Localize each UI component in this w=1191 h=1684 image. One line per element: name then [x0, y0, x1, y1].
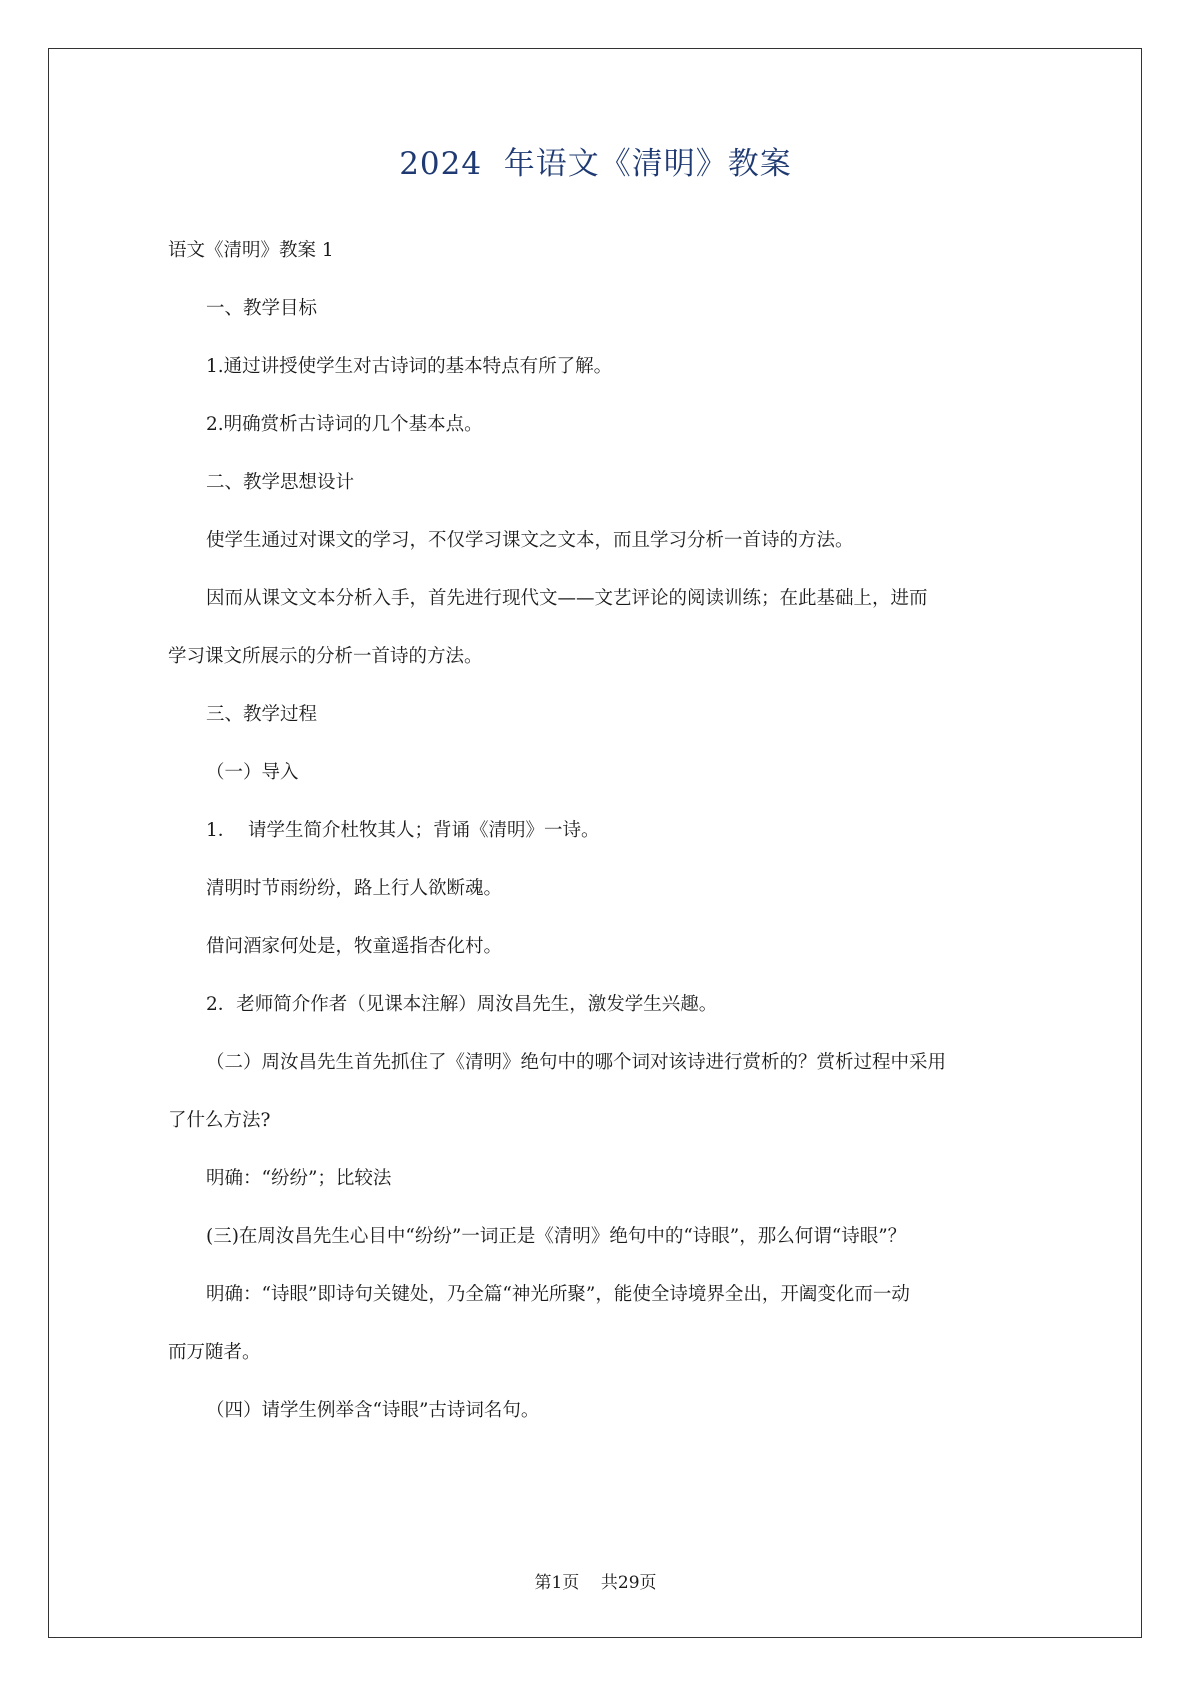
paragraph: 学习课文所展示的分析一首诗的方法。 — [168, 646, 483, 667]
paragraph: （四）请学生例举含“诗眼”古诗词名句。 — [206, 1400, 540, 1421]
document-title: 2024 年语文《清明》教案 — [399, 146, 792, 182]
paragraph: （一）导入 — [206, 762, 299, 783]
paragraph: 2．老师简介作者（见课本注解）周汝昌先生，激发学生兴趣。 — [206, 994, 718, 1015]
paragraph: 因而从课文文本分析入手，首先进行现代文——文艺评论的阅读训练；在此基础上，进而 — [206, 588, 928, 609]
paragraph: 而万随者。 — [168, 1342, 261, 1363]
paragraph: 一、教学目标 — [206, 298, 318, 319]
paragraph: 明确：“诗眼”即诗句关键处，乃全篇“神光所聚”，能使全诗境界全出，开阖变化而一动 — [206, 1284, 910, 1305]
paragraph: 二、教学思想设计 — [206, 472, 355, 493]
paragraph: 2.明确赏析古诗词的几个基本点。 — [206, 414, 483, 435]
page-footer: 第1页 共29页 — [534, 1573, 657, 1593]
paragraph: （二）周汝昌先生首先抓住了《清明》绝句中的哪个词对该诗进行赏析的？赏析过程中采用 — [206, 1052, 947, 1073]
paragraph: (三)在周汝昌先生心目中“纷纷”一词正是《清明》绝句中的“诗眼”，那么何谓“诗眼”？ — [206, 1226, 907, 1247]
paragraph: 三、教学过程 — [206, 704, 318, 725]
section-heading: 语文《清明》教案 1 — [168, 240, 334, 261]
poem-line: 借问酒家何处是，牧童遥指杏化村。 — [206, 936, 503, 957]
poem-line: 清明时节雨纷纷，路上行人欲断魂。 — [206, 878, 503, 899]
paragraph: 1.通过讲授使学生对古诗词的基本特点有所了解。 — [206, 356, 613, 377]
paragraph: 1． 请学生简介杜牧其人；背诵《清明》一诗。 — [206, 820, 600, 841]
paragraph: 明确：“纷纷”；比较法 — [206, 1168, 392, 1189]
paragraph: 了什么方法? — [168, 1110, 271, 1131]
paragraph: 使学生通过对课文的学习，不仅学习课文之文本，而且学习分析一首诗的方法。 — [206, 530, 854, 551]
